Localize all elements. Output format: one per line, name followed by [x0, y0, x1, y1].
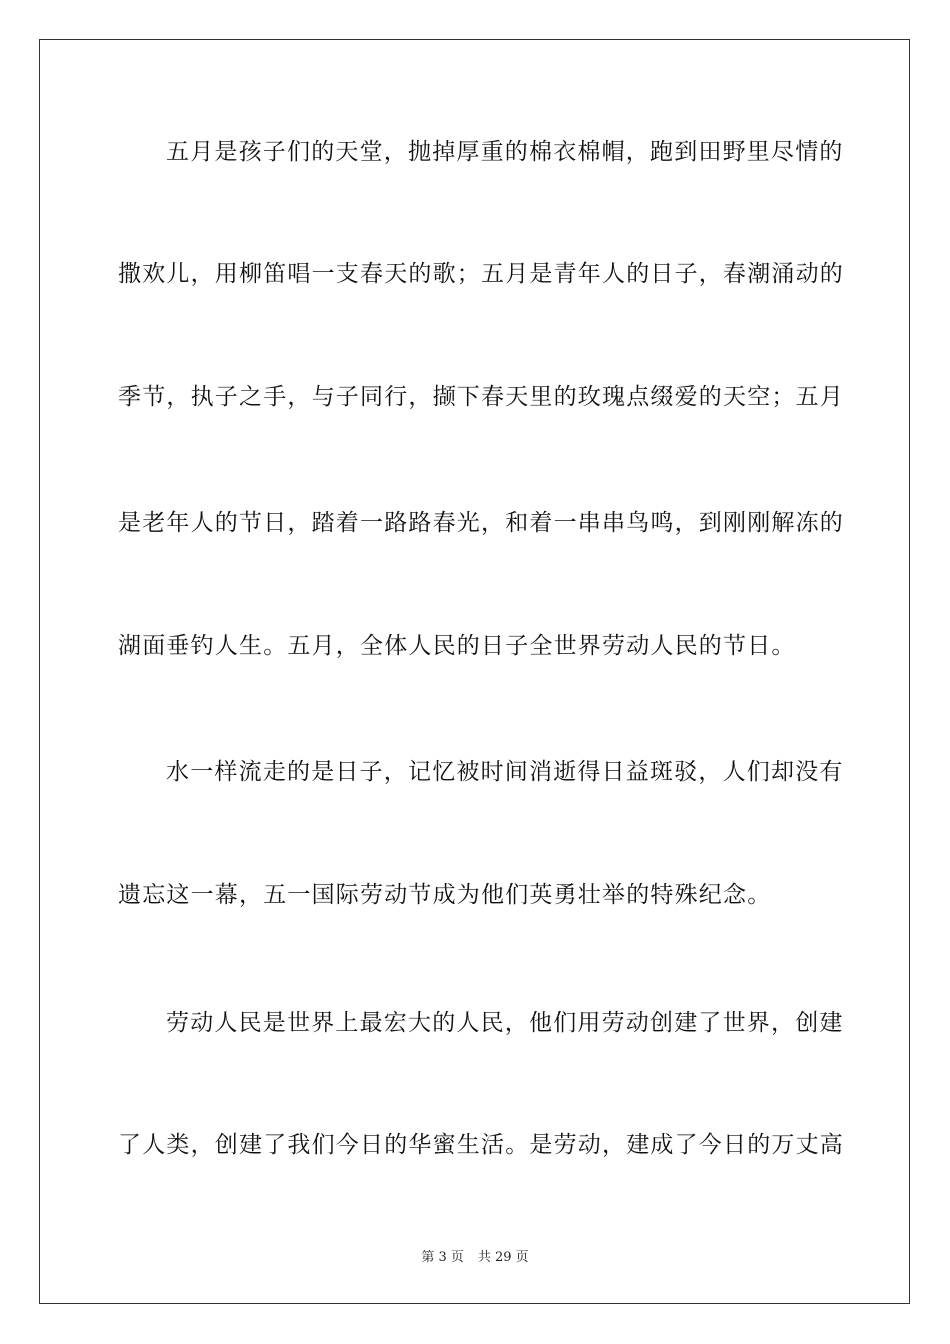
paragraph-line: 水一样流走的是日子，记忆被时间消逝得日益斑驳，人们却没有: [166, 759, 844, 785]
paragraph-line: 遗忘这一幕，五一国际劳动节成为他们英勇壮举的特殊纪念。: [118, 882, 772, 908]
paragraph-line: 撒欢儿，用柳笛唱一支春天的歌；五月是青年人的日子，春潮涌动的: [118, 261, 844, 287]
paragraph-line: 季节，执子之手，与子同行，撷下春天里的玫瑰点缀爱的天空；五月: [118, 384, 844, 410]
page-footer: [0, 1246, 950, 1265]
paragraph-line: 五月是孩子们的天堂，抛掉厚重的棉衣棉帽，跑到田野里尽情的: [166, 139, 844, 165]
paragraph-line: 是老年人的节日，踏着一路路春光，和着一串串鸟鸣，到刚刚解冻的: [118, 510, 844, 536]
page-total: 共 29 页: [477, 1250, 529, 1265]
paragraph-line: 劳动人民是世界上最宏大的人民，他们用劳动创建了世界，创建: [166, 1010, 844, 1036]
paragraph-line: 湖面垂钓人生。五月，全体人民的日子全世界劳动人民的节日。: [118, 633, 796, 659]
page-number: 第 3 页: [421, 1250, 464, 1265]
page-frame: [39, 39, 910, 1304]
paragraph-line: 了人类，创建了我们今日的华蜜生活。是劳动，建成了今日的万丈高: [118, 1132, 844, 1158]
